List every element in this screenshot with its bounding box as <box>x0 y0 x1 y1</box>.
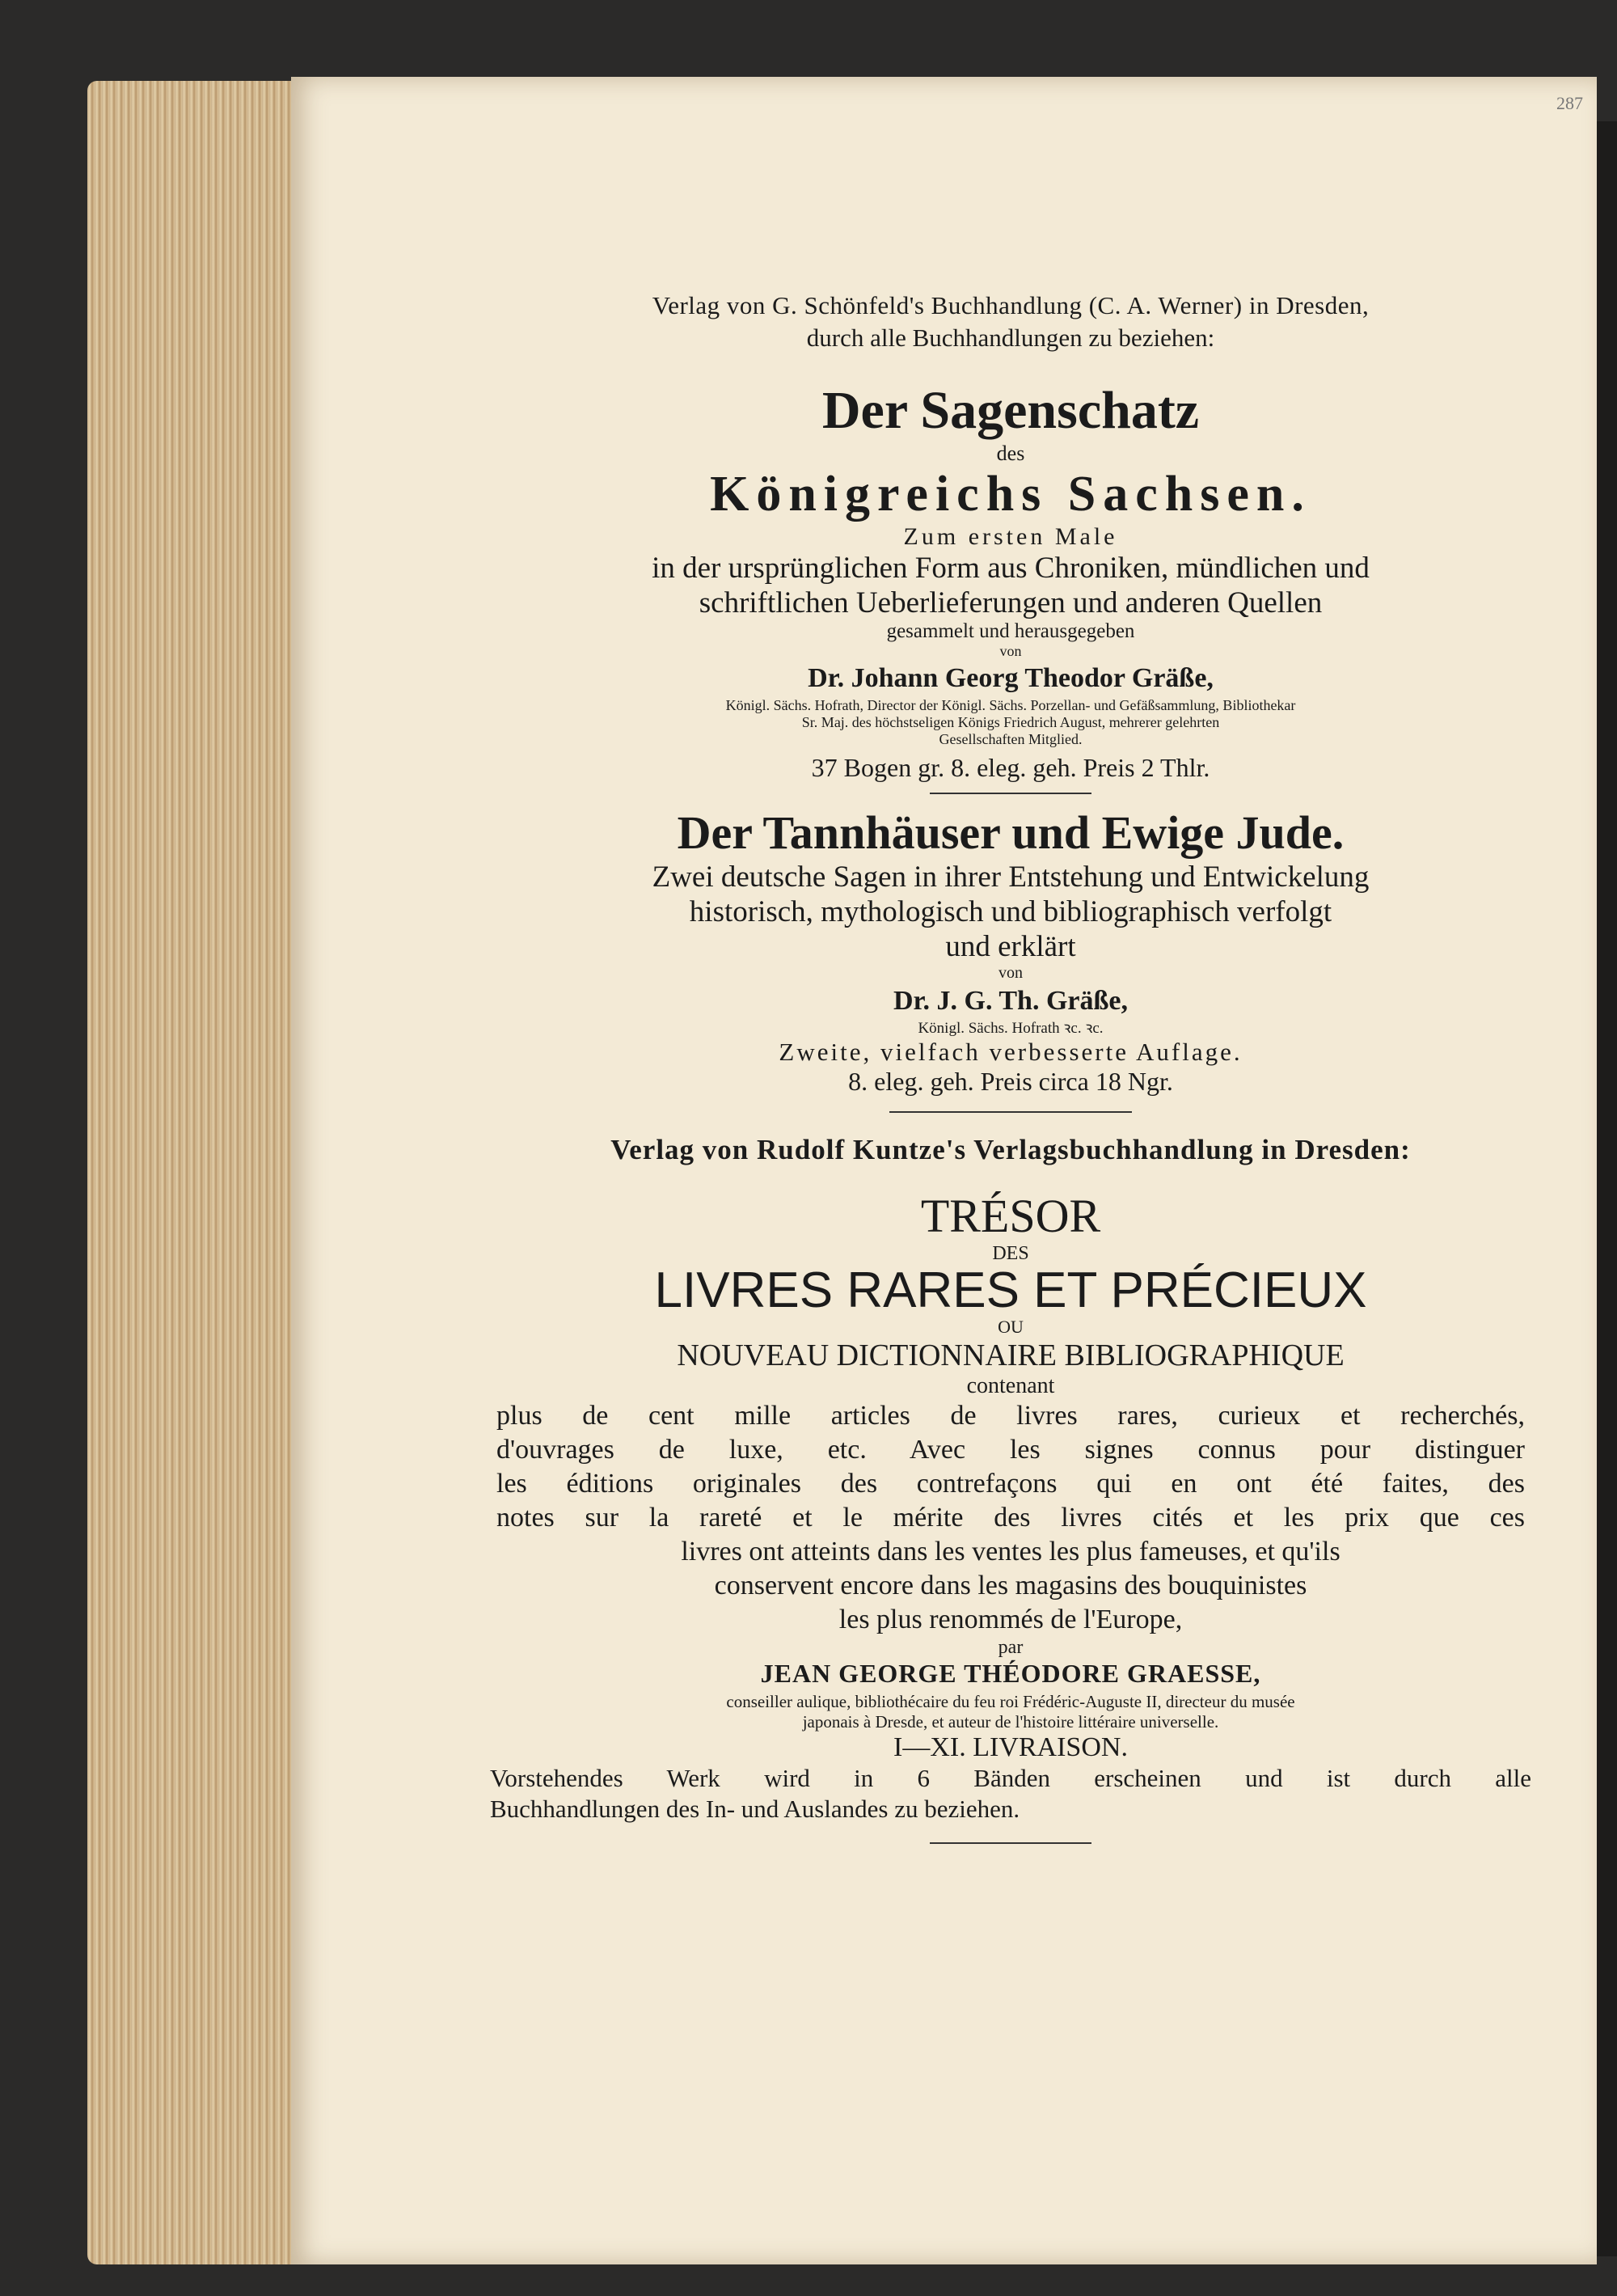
book3-title3: NOUVEAU DICTIONNAIRE BIBLIOGRAPHIQUE <box>677 1338 1345 1372</box>
book3-par: par <box>998 1637 1024 1658</box>
advertisement-content <box>485 291 1536 1855</box>
book2-title: Der Tannhäuser und Ewige Jude. <box>677 806 1345 859</box>
book2-price: 8. eleg. geh. Preis circa 18 Ngr. <box>848 1067 1173 1096</box>
book3-des: DES <box>992 1243 1029 1264</box>
book3-desc-line: notes sur la rareté et le mérite des livres cités et les prix que ces <box>496 1503 1525 1533</box>
book3-ou: OU <box>998 1317 1024 1337</box>
book2-author: Dr. J. G. Th. Gräße, <box>893 986 1128 1016</box>
book3-desc-line: les éditions originales des contrefaçons qui en ont été faites, des <box>496 1469 1525 1499</box>
book3-contenant: contenant <box>966 1373 1055 1398</box>
divider-rule <box>889 1111 1132 1113</box>
page-edges <box>87 81 306 2264</box>
divider-rule <box>930 793 1091 794</box>
book2-affiliation: Königl. Sächs. Hofrath ꝛc. ꝛc. <box>918 1020 1104 1037</box>
book1-title-des: des <box>996 442 1025 465</box>
book1-sub4: gesammelt und herausgegeben <box>886 620 1135 642</box>
publisher2-line: Verlag von Rudolf Kuntze's Verlagsbuchhandlung in Dresden: <box>610 1134 1411 1165</box>
divider-rule <box>930 1842 1091 1844</box>
book3-desc-line: plus de cent mille articles de livres rares, curieux et recherchés, <box>496 1401 1525 1431</box>
book1-sub3: schriftlichen Ueberlieferungen und anderen Quellen <box>699 586 1323 619</box>
book1-author: Dr. Johann Georg Theodor Gräße, <box>808 663 1214 693</box>
book3-desc-line: livres ont atteints dans les ventes les plus fameuses, et qu'ils <box>681 1537 1340 1567</box>
book1-affiliation2: Sr. Maj. des höchstseligen Königs Friedrich August, mehrerer gelehrten <box>801 714 1220 730</box>
book1-sub1: Zum ersten Male <box>903 523 1118 550</box>
book3-desc-line: d'ouvrages de luxe, etc. Avec les signes connus pour distinguer <box>496 1435 1525 1465</box>
page-number: 287 <box>1556 93 1583 113</box>
book3-note-line: Vorstehendes Werk wird in 6 Bänden erscheinen und ist durch alle <box>490 1764 1531 1792</box>
book3-description <box>485 1399 1536 1637</box>
book1-price: 37 Bogen gr. 8. eleg. geh. Preis 2 Thlr. <box>811 753 1210 782</box>
book3-title1: TRÉSOR <box>920 1190 1101 1242</box>
publisher1-line2: durch alle Buchhandlungen zu beziehen: <box>806 323 1215 352</box>
book3-desc-line: les plus renommés de l'Europe, <box>838 1605 1183 1634</box>
book1-von: von <box>999 643 1022 659</box>
book3-livraison: I—XI. LIVRAISON. <box>893 1732 1128 1762</box>
book2-von: von <box>998 964 1023 982</box>
book3-affiliation2: japonais à Dresde, et auteur de l'histoire littéraire universelle. <box>802 1712 1219 1732</box>
publisher1-line1: Verlag von G. Schönfeld's Buchhandlung (C. A. Werner) in Dresden, <box>652 291 1370 319</box>
book3-author: JEAN GEORGE THÉODORE GRAESSE, <box>760 1659 1261 1688</box>
book1-title2: Königreichs Sachsen. <box>710 467 1311 522</box>
book2-edition: Zweite, vielfach verbesserte Auflage. <box>779 1038 1243 1066</box>
book1-title1: Der Sagenschatz <box>821 381 1200 440</box>
book2-sub2: historisch, mythologisch und bibliographisch verfolgt <box>689 895 1332 928</box>
book2-sub1: Zwei deutsche Sagen in ihrer Entstehung und Entwickelung <box>652 860 1370 894</box>
book1-affiliation3: Gesellschaften Mitglied. <box>939 731 1083 747</box>
book2-sub3: und erklärt <box>945 930 1076 963</box>
facing-page-edge <box>1597 121 1617 2256</box>
book1-sub2: in der ursprünglichen Form aus Chroniken, mündlichen und <box>652 552 1370 585</box>
book1-affiliation1: Königl. Sächs. Hofrath, Director der Königl. Sächs. Porzellan- und Gefäßsammlung, Bibliothekar <box>725 697 1296 713</box>
book3-note-line: Buchhandlungen des In- und Auslandes zu beziehen. <box>490 1795 1020 1823</box>
book3-desc-line: conservent encore dans les magasins des bouquinistes <box>714 1571 1307 1600</box>
book3-title2: LIVRES RARES ET PRÉCIEUX <box>654 1262 1367 1318</box>
book3-note <box>485 1763 1536 1825</box>
book3-affiliation1: conseiller aulique, bibliothécaire du feu roi Frédéric-Auguste II, directeur du musée <box>726 1692 1295 1711</box>
